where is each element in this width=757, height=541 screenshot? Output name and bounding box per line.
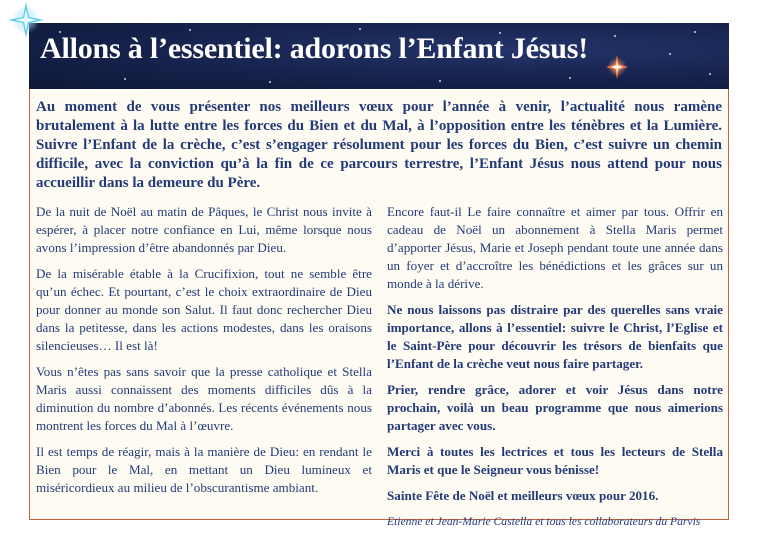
greeting: Sainte Fête de Noël et meilleurs vœux pour 2016. bbox=[387, 488, 659, 503]
right-column bbox=[387, 203, 723, 539]
paragraph: De la nuit de Noël au matin de Pâques, le Christ nous invite à espérer, à placer notre confiance en Lui, même lorsque nous avons l’impression d’être abandonnés par Dieu. bbox=[36, 204, 372, 255]
paragraph: Vous n’êtes pas sans savoir que la presse catholique et Stella Maris aussi connaissent des moments difficiles dûs à la diminution du nombre d’abonnés. Les récents événements nous montrent les forces du Mal à l’œuvre. bbox=[36, 364, 372, 433]
paragraph: Merci à toutes les lectrices et tous les lecteurs de Stella Maris et que le Seigneur vous bénisse! bbox=[387, 444, 723, 477]
paragraph: Il est temps de réagir, mais à la manière de Dieu: en rendant le Bien pour le Mal, en mettant un Dieu lumineux et miséricordieux au milieu de l’obscurantisme ambiant. bbox=[36, 444, 372, 495]
intro-paragraph: Au moment de vous présenter nos meilleurs vœux pour l’année à venir, l’actualité nous ramène brutalement à la lutte entre les forces du Bien et du Mal, à l’opposition entre les ténèbres et la Lumière. Suivre l’Enfant de la crèche, c’est s’engager résolument pour les forces du Bien, c’est suivre un chemin difficile, avec la conviction qu’à la fin de ce parcours terrestre, l’Enfant Jésus nous attend pour nous accueillir dans la demeure du Père. bbox=[36, 99, 722, 191]
star-icon bbox=[602, 52, 632, 82]
paragraph: Ne nous laissons pas distraire par des querelles sans vraie importance, allons à l’essentiel: suivre le Christ, l’Eglise et le Saint-Père pour découvrir les trésors de bienfaits que l’Enfant de la crèche veut nous faire partager. bbox=[387, 302, 723, 371]
page-title: Allons à l’essentiel: adorons l’Enfant Jésus! bbox=[40, 32, 588, 65]
paragraph: Encore faut-il Le faire connaître et aimer par tous. Offrir en cadeau de Noël un abonnement à Stella Maris permet d’apporter Jésus, Marie et Joseph pendant toute une année dans un foyer et d’accroître les bénédictions et les grâces sur un monde à la dérive. bbox=[387, 204, 723, 291]
paragraph: De la misérable étable à la Crucifixion, tout ne semble être qu’un échec. Et pourtant, c’est le choix extraordinaire de Dieu pour donner au monde son Salut. Il faut donc rechercher Dieu dans la petitesse, dans les actions modestes, dans les oraisons silencieuses… Il est là! bbox=[36, 266, 372, 353]
left-column bbox=[36, 203, 372, 505]
signature: Etienne et Jean-Marie Castella et tous les collaborateurs du Parvis bbox=[387, 515, 701, 528]
paragraph: Prier, rendre grâce, adorer et voir Jésus dans notre prochain, voilà un beau programme que nous aimerions partager avec vous. bbox=[387, 382, 723, 433]
